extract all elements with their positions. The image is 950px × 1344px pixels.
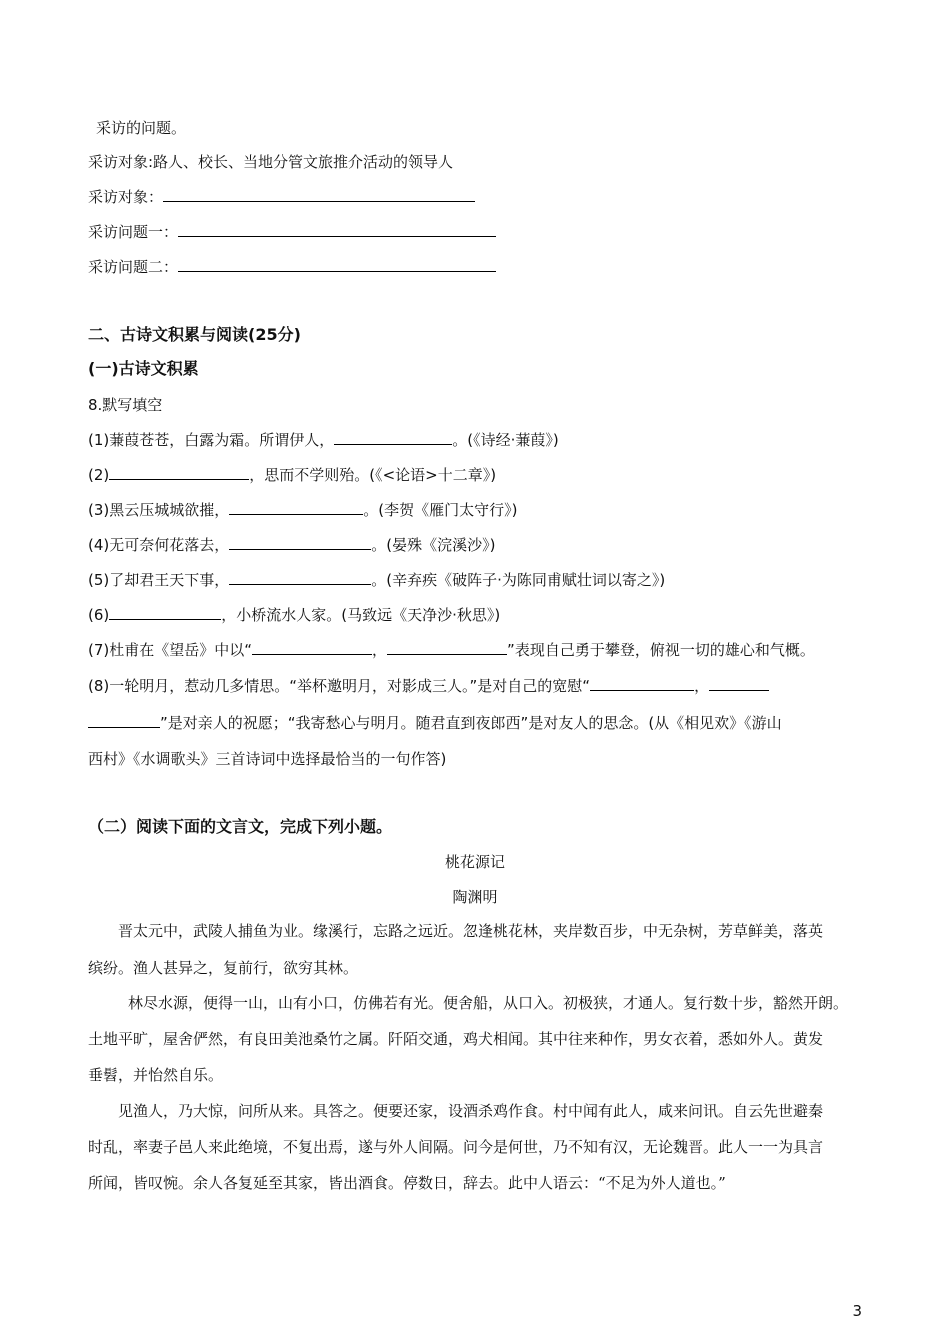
interview-target-blank[interactable] — [163, 187, 475, 202]
item7-comma: ， — [372, 641, 388, 659]
item8-blank-b-end[interactable] — [88, 713, 160, 728]
item6-text: (6) — [88, 606, 110, 624]
item8-continued: ”是对亲人的祝愿；“我寄愁心与明月。随君直到夜郎西”是对友人的思念。(从《相见欢》《游山 — [160, 714, 782, 732]
item1-blank[interactable] — [334, 430, 452, 445]
item4-text: (4)无可奈何花落去， — [88, 536, 230, 554]
item7-blank-a[interactable] — [252, 640, 372, 655]
interview-q2-label: 采访问题二： — [88, 258, 179, 276]
interview-q1-label: 采访问题一： — [88, 223, 179, 241]
item8-blank-a[interactable] — [590, 676, 694, 691]
item7-blank-b[interactable] — [387, 640, 507, 655]
interview-q2-blank[interactable] — [178, 257, 496, 272]
fill-item-1 — [88, 430, 559, 450]
interview-target-label: 采访对象： — [88, 188, 164, 206]
passage-line-3: 林尽水源，便得一山，山有小口，仿佛若有光。便舍船，从口入。初极狭，才通人。复行数十步，豁然开朗。 — [128, 994, 849, 1012]
item1-text: (1)蒹葭苍苍，白露为霜。所谓伊人， — [88, 431, 335, 449]
fill-item-5 — [88, 570, 665, 590]
item4-source: 。(晏殊《浣溪沙》) — [371, 536, 496, 554]
interview-intro: 采访的问题。 — [96, 119, 187, 137]
fill-item-8-line1 — [88, 676, 769, 696]
passage-line-5: 垂髫，并怡然自乐。 — [88, 1066, 224, 1084]
section2-heading: 二、古诗文积累与阅读(25分) — [88, 325, 301, 344]
item5-source: 。(辛弃疾《破阵子·为陈同甫赋壮词以寄之》) — [371, 571, 666, 589]
item7-tail: ”表现自己勇于攀登，俯视一切的雄心和气概。 — [507, 641, 815, 659]
item4-blank[interactable] — [229, 535, 371, 550]
fill-item-7 — [88, 640, 815, 660]
item3-source: 。(李贺《雁门太守行》) — [363, 501, 518, 519]
subsection1-heading: (一)古诗文积累 — [88, 359, 199, 378]
item3-blank[interactable] — [229, 500, 363, 515]
passage-line-4: 土地平旷，屋舍俨然，有良田美池桑竹之属。阡陌交通，鸡犬相闻。其中往来种作，男女衣着，悉如外人。黄发 — [88, 1030, 824, 1048]
item6-blank[interactable] — [109, 605, 221, 620]
interview-targets-note: 采访对象:路人、校长、当地分管文旅推介活动的领导人 — [88, 153, 454, 171]
passage-line-8: 所闻，皆叹惋。余人各复延至其家，皆出酒食。停数日，辞去。此中人语云：“不足为外人道也。” — [88, 1174, 726, 1192]
question-8-title: 8.默写填空 — [88, 396, 163, 414]
passage-title: 桃花源记 — [444, 853, 505, 871]
fill-item-2 — [88, 465, 496, 485]
passage-author: 陶渊明 — [452, 888, 498, 906]
passage-line-7: 时乱，率妻子邑人来此绝境，不复出焉，遂与外人间隔。问今是何世，乃不知有汉，无论魏晋。此人一一为具言 — [88, 1138, 824, 1156]
item7-text: (7)杜甫在《望岳》中以“ — [88, 641, 253, 659]
interview-target-row — [88, 187, 475, 207]
item5-text: (5)了却君王天下事， — [88, 571, 230, 589]
item5-blank[interactable] — [229, 570, 371, 585]
fill-item-3 — [88, 500, 517, 520]
item8-comma: ， — [694, 677, 710, 695]
fill-item-4 — [88, 535, 495, 555]
item2-text: (2) — [88, 466, 110, 484]
item1-source: 。(《诗经·蒹葭》) — [452, 431, 559, 449]
fill-item-8-line3: 西村》《水调歌头》三首诗词中选择最恰当的一句作答) — [88, 750, 447, 768]
interview-q1-blank[interactable] — [178, 222, 496, 237]
item8-blank-b-start[interactable] — [709, 676, 769, 691]
item3-text: (3)黑云压城城欲摧， — [88, 501, 230, 519]
passage-line-1: 晋太元中，武陵人捕鱼为业。缘溪行，忘路之远近。忽逢桃花林，夹岸数百步，中无杂树，芳草鲜美，落英 — [118, 922, 824, 940]
item2-source: ，思而不学则殆。(《<论语>十二章》) — [249, 466, 497, 484]
passage-line-2: 缤纷。渔人甚异之，复前行，欲穷其林。 — [88, 959, 359, 977]
subsection2-heading: （二）阅读下面的文言文，完成下列小题。 — [88, 817, 393, 836]
page-number: 3 — [852, 1302, 862, 1320]
interview-q2-row — [88, 257, 496, 277]
fill-item-6 — [88, 605, 500, 625]
fill-item-8-line2 — [88, 713, 782, 733]
passage-line-6: 见渔人，乃大惊，问所从来。具答之。便要还家，设酒杀鸡作食。村中闻有此人，咸来问讯。自云先世避秦 — [118, 1102, 824, 1120]
interview-q1-row — [88, 222, 496, 242]
item6-source: ，小桥流水人家。(马致远《天净沙·秋思》) — [221, 606, 501, 624]
item8-text: (8)一轮明月，惹动几多情思。“举杯邀明月，对影成三人。”是对自己的宽慰“ — [88, 677, 591, 695]
item2-blank[interactable] — [109, 465, 249, 480]
